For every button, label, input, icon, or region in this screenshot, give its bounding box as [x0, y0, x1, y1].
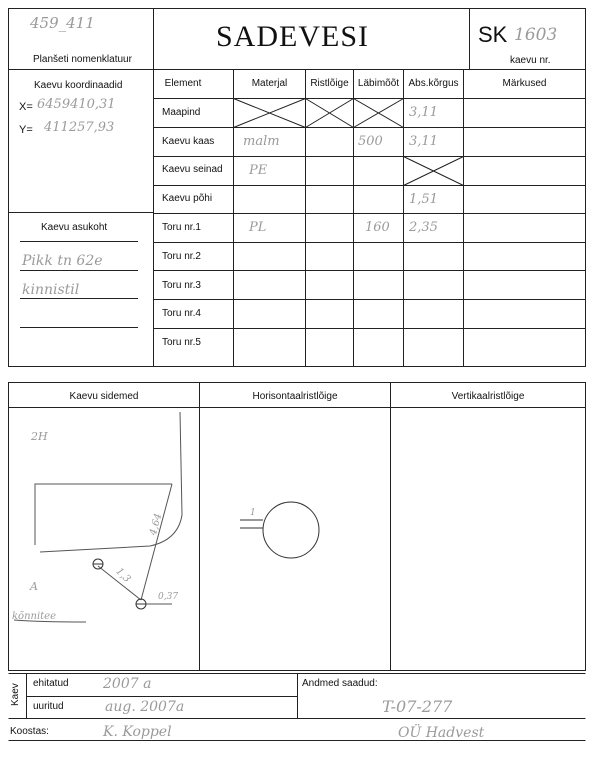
row-labimoot: 160: [365, 220, 390, 235]
sk-label: kaevu nr.: [510, 55, 551, 66]
nomenclature-value: 459_411: [30, 14, 95, 32]
row-abs: 3,11: [409, 134, 438, 149]
row-element: Kaevu seinad: [162, 164, 223, 175]
company-value: OÜ Hadvest: [398, 725, 485, 741]
row-element: Kaevu põhi: [162, 193, 213, 204]
koostas-label: Koostas:: [10, 726, 49, 737]
ehitatud-value: 2007 a: [103, 676, 152, 692]
row-labimoot: 500: [358, 134, 383, 149]
location-label: Kaevu asukoht: [41, 222, 108, 233]
col-header-element: Element: [164, 78, 202, 89]
page-title: SADEVESI: [216, 20, 370, 53]
ehitatud-label: ehitatud: [33, 678, 69, 689]
location-line2: kinnistil: [22, 282, 80, 298]
x-value: 6459410,31: [37, 97, 116, 112]
sketch-label-2h: 2H: [31, 430, 48, 443]
location-line1: Pikk tn 62e: [22, 253, 103, 269]
section-horisontaal-title: Horisontaalristlõige: [252, 391, 338, 402]
col-header-abs: Abs.kõrgus: [408, 78, 459, 89]
andmed-value: T-07-277: [382, 697, 453, 716]
sketch-label-a: A: [30, 580, 38, 593]
row-abs: 1,51: [409, 192, 438, 207]
sketch-dist1: 4,64: [147, 512, 165, 537]
col-header-materjal: Materjal: [251, 78, 288, 89]
andmed-label: Andmed saadud:: [302, 678, 378, 689]
col-header-labimoot: Läbimõõt: [357, 78, 400, 89]
section-sidemed-title: Kaevu sidemed: [69, 391, 139, 402]
sketch-label-bottom: kõnnitee: [12, 611, 57, 622]
coords-label: Kaevu koordinaadid: [34, 80, 123, 91]
y-label: Y=: [19, 124, 33, 136]
row-element: Toru nr.2: [162, 251, 201, 262]
uuritud-value: aug. 2007a: [105, 699, 185, 715]
section-vertikaal-title: Vertikaalristlõige: [451, 391, 525, 402]
koostas-value: K. Koppel: [103, 724, 172, 740]
uuritud-label: uuritud: [33, 701, 64, 712]
row-element: Toru nr.1: [162, 222, 201, 233]
col-header-ristloige: Ristlõige: [310, 78, 349, 89]
row-materjal: PE: [249, 163, 268, 178]
kaev-label: Kaev: [10, 683, 21, 706]
nomenclature-label: Planšeti nomenklatuur: [33, 54, 132, 65]
sk-number: 1603: [514, 25, 558, 45]
row-element: Toru nr.4: [162, 308, 201, 319]
sk-prefix: SK: [478, 22, 508, 47]
row-element: Maapind: [162, 107, 201, 118]
pipe-label: 1: [250, 508, 256, 518]
row-element: Kaevu kaas: [162, 136, 215, 147]
row-element: Toru nr.5: [162, 337, 201, 348]
row-materjal: PL: [249, 220, 267, 235]
row-abs: 2,35: [409, 220, 438, 235]
row-abs: 3,11: [409, 105, 438, 120]
sketch-dist2: 1,3: [113, 565, 133, 586]
col-header-markused: Märkused: [502, 78, 547, 89]
row-element: Toru nr.3: [162, 280, 201, 291]
y-value: 411257,93: [44, 120, 115, 135]
sketch-dist3: 0,37: [158, 592, 179, 602]
row-materjal: malm: [243, 134, 280, 149]
x-label: X=: [19, 101, 33, 113]
